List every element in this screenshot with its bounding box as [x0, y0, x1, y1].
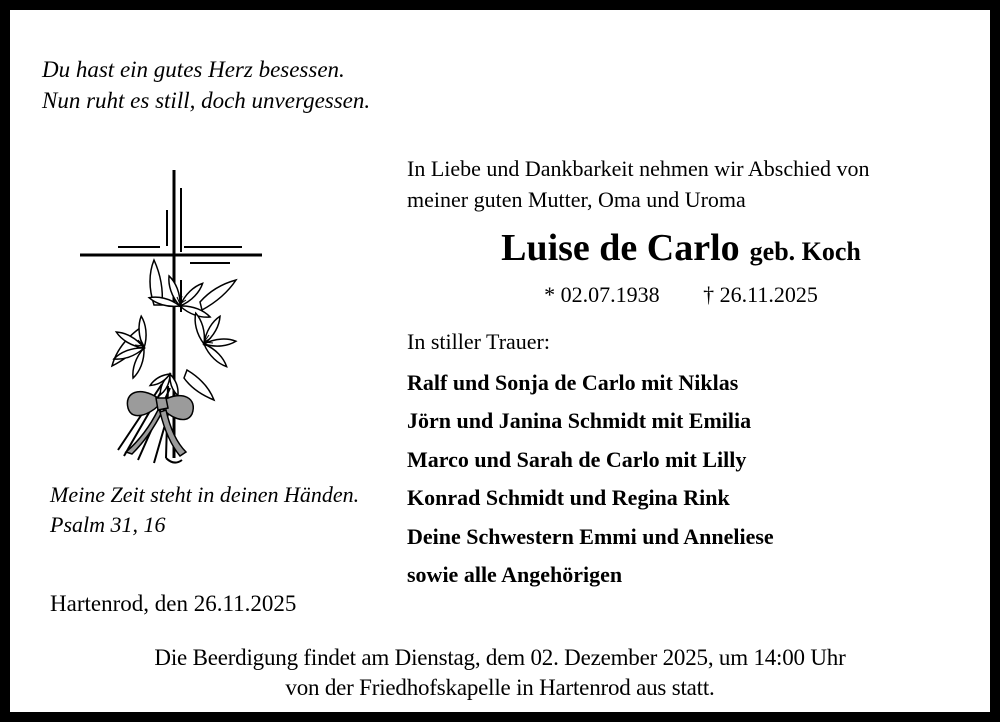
- deceased-full-name: Luise de Carlo: [501, 227, 740, 269]
- birth-date: * 02.07.1938: [544, 282, 660, 307]
- intro-line-2: meiner guten Mutter, Oma und Uroma: [407, 187, 746, 212]
- scripture-source: Psalm 31, 16: [50, 512, 166, 537]
- funeral-announcement: [10, 643, 990, 703]
- funeral-line-2: von der Friedhofskapelle in Hartenrod aus statt.: [285, 675, 715, 700]
- death-date: † 26.11.2025: [703, 282, 818, 307]
- intro-text: [407, 153, 869, 215]
- funeral-line-1: Die Beerdigung findet am Dienstag, dem 02. Dezember 2025, um 14:00 Uhr: [154, 645, 846, 670]
- epigraph-line-2: Nun ruht es still, doch unvergessen.: [42, 88, 371, 113]
- deceased-block: [398, 226, 964, 308]
- mourner-line: Jörn und Janina Schmidt mit Emilia: [407, 408, 752, 434]
- scripture-quote: [50, 480, 359, 540]
- deceased-name: [398, 226, 964, 274]
- mourner-line: Deine Schwestern Emmi und Anneliese: [407, 523, 774, 549]
- mourner-line: sowie alle Angehörigen: [407, 562, 623, 588]
- mourner-line: Konrad Schmidt und Regina Rink: [407, 485, 730, 511]
- mourner-line: Ralf und Sonja de Carlo mit Niklas: [407, 370, 739, 395]
- mourners-list: [407, 364, 774, 594]
- mourner-line: Marco und Sarah de Carlo mit Lilly: [407, 446, 747, 472]
- mourning-heading: In stiller Trauer:: [407, 329, 550, 354]
- place-and-date: Hartenrod, den 26.11.2025: [50, 591, 297, 616]
- epigraph-verse: [42, 54, 370, 116]
- epigraph-line-1: Du hast ein gutes Herz besessen.: [42, 57, 345, 82]
- maiden-name: geb. Koch: [749, 237, 861, 266]
- cross-and-lilies-illustration: [62, 160, 272, 472]
- life-dates: [398, 282, 964, 308]
- scripture-text: Meine Zeit steht in deinen Händen.: [50, 482, 360, 507]
- intro-line-1: In Liebe und Dankbarkeit nehmen wir Abschied von: [407, 156, 870, 181]
